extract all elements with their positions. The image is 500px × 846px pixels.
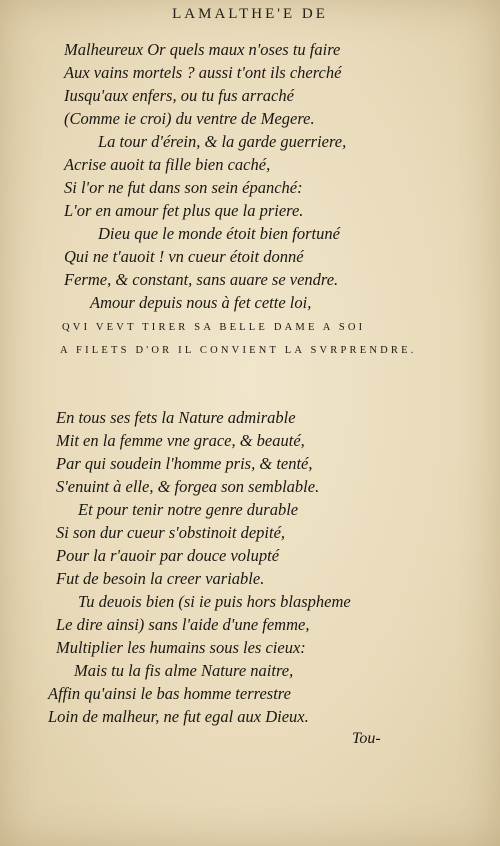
verse-line: Aux vains mortels ? aussi t'ont ils cherché	[64, 63, 342, 82]
verse-line: Mais tu la fis alme Nature naitre,	[74, 661, 294, 680]
verse-line: Loin de malheur, ne fut egal aux Dieux.	[48, 707, 309, 726]
verse-line: Amour depuis nous à fet cette loi,	[90, 293, 312, 312]
verse-line: Mit en la femme vne grace, & beauté,	[56, 431, 305, 450]
verse-line: La tour d'érein, & la garde guerriere,	[98, 132, 347, 151]
verse-line: S'enuint à elle, & forgea son semblable.	[56, 477, 320, 496]
verse-line: Multiplier les humains sous les cieux:	[56, 638, 306, 657]
verse-line: Fut de besoin la creer variable.	[56, 569, 265, 588]
refrain-line-1: QVI VEVT TIRER SA BELLE DAME A SOI	[62, 322, 366, 333]
verse-line: Si son dur cueur s'obstinoit depité,	[56, 523, 286, 542]
verse-line: Par qui soudein l'homme pris, & tenté,	[56, 454, 313, 473]
verse-line: L'or en amour fet plus que la priere.	[64, 201, 304, 220]
verse-line: Acrise auoit ta fille bien caché,	[64, 155, 271, 174]
verse-line: Qui ne t'auoit ! vn cueur étoit donné	[64, 247, 304, 266]
verse-line: Affin qu'ainsi le bas homme terrestre	[48, 684, 291, 703]
verse-line: Si l'or ne fut dans son sein épanché:	[64, 178, 303, 197]
verse-line: Ferme, & constant, sans auare se vendre.	[64, 270, 339, 289]
verse-line: (Comme ie croi) du ventre de Megere.	[64, 109, 315, 128]
verse-line: Pour la r'auoir par douce volupté	[56, 546, 280, 565]
verse-line: Tu deuois bien (si ie puis hors blaspheme	[78, 592, 351, 611]
running-header: LAMALTHE'E DE	[172, 6, 328, 22]
verse-line: En tous ses fets la Nature admirable	[56, 408, 296, 427]
verse-line: Le dire ainsi) sans l'aide d'une femme,	[56, 615, 310, 634]
verse-line: Malheureux Or quels maux n'oses tu faire	[64, 40, 341, 59]
verse-line: Dieu que le monde étoit bien fortuné	[98, 224, 340, 243]
verse-line: Iusqu'aux enfers, ou tu fus arraché	[64, 86, 294, 105]
refrain-line-2: A FILETS D'OR IL CONVIENT LA SVRPRENDRE.	[60, 345, 417, 356]
verse-line: Et pour tenir notre genre durable	[78, 500, 299, 519]
catchword: Tou-	[352, 730, 381, 747]
